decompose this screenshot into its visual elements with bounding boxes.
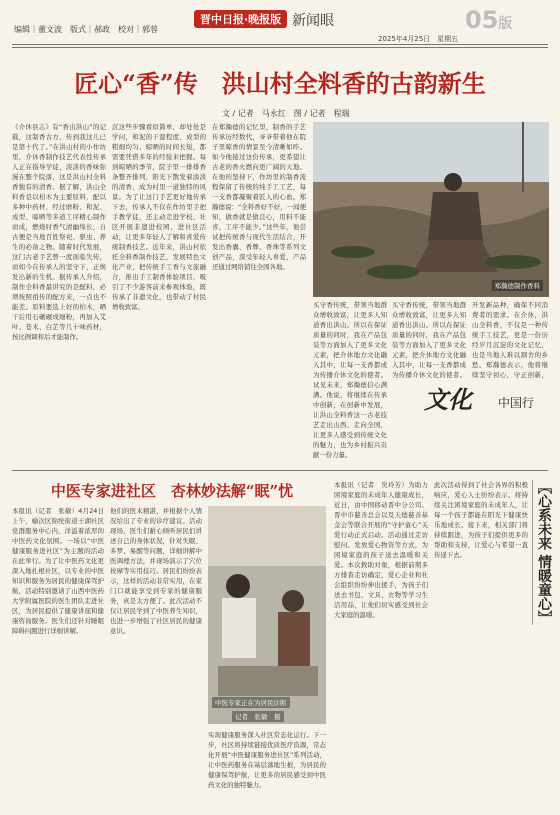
article1-photo-caption: 郑瀚德制作香料 (492, 280, 544, 291)
article1-col3: 在郑瀚德的记忆里，制香的手艺传承历经数代，爷爷带着他在院子里晾香的情景至今清晰如昨。如今他接过这份传承，更希望让古老的香火燃向更广阔的天地。在他的坚持下，作坊里的制香流程保留了传统的纯手工工艺，每一支香都凝聚着匠人的心血。郑瀚德说：“全料香好不好，一闻便知，做香就是做良心，用料不能省，工序不能少。”这些年，他尝试把传统香与现代生活结合，开发出香囊、香牌、香珠等系列文创产品，深受年轻人喜爱，产品还通过网络销往全国各地。 (212, 123, 306, 271)
article1-title: 匠心“香”传 洪山村全料香的古韵新生 (74, 69, 486, 98)
article2-photo-credit: 记者 张敏 摄 (232, 711, 284, 722)
culture-column-logo: 文化 中国行 (424, 385, 535, 414)
article1-photo (313, 122, 549, 297)
article1-col2: 沉这些步骤看似简单，却处处是学问，和泥的干湿程度、成型的粗细均匀、晾晒的时间长短，都需要凭借多年的经验来把握。每到晾晒的季节，院子里一排排香条整齐排列，阳光下散发着淡淡的清香，成为村里一道独特的风景。为了让这门手艺更好地传承下去，传承人不仅在作坊里手把手教学徒，还主动走进学校、社区开展非遗进校园、进社区活动，让更多年轻人了解和喜爱传统制香技艺。近年来，洪山村依托全料香制作技艺，发展特色文化产业，把传统手工香与文旅融合，推出手工制香体验项目，吸引了不少游客前来参观体验，既传承了非遗文化，也带动了村民增收致富。 (112, 123, 206, 311)
header-rule-2 (12, 47, 548, 48)
editor-credits: 编辑｜董文波 版式｜郝政 校对｜郭蓉 (14, 25, 158, 34)
article2-title: 中医专家进社区 杏林妙法解“眠”忧 (50, 482, 294, 500)
section-divider (12, 470, 548, 471)
field-scene-illustration (313, 122, 549, 297)
article1-col1: 《介休县志》有“香出洪山”的记载，这制香古方，传到我这儿已是第十代了。”在洪山村的小作坊里，介休香制作技艺代表性传承人正在指导学徒，淡淡的香味弥漫在整个院落，这是洪山村全料香独有的清香。据了解，洪山全料香是以柏木为主要原料，配以多种中药材，经过磨粉、和泥、成型、晾晒等多道工序精心制作而成，燃烧时香气清幽绵长，自古便是当地百姓祭祀、驱虫、养生的必备之物。随着时代发展，这门古老手艺曾一度面临失传，而如今在传承人的坚守下，正焕发出新的生机。据传承人介绍，制作全料香最讲究的是配料，必须按照祖传的配方来，一点也不能差。原料要选上好的柏木，晒干后用石碾碾成细粉，再加入艾叶、苍术、白芷等几十味药材，按比例调和后才能制作。 (12, 123, 106, 341)
article2-photo-caption: 中医专家正在为居民诊断 (212, 697, 290, 708)
clinic-scene-illustration (208, 506, 326, 724)
header-rule (12, 44, 548, 45)
article2-col2: 他们的医术精湛，并根据个人情况给出了专业的诊疗建议。活动现场，医生们耐心倾听居民们讲述自己的身体状况，针对失眠、多梦、易醒等问题，详细讲解中医调理方法，并现场演示了穴位按摩等实用技巧。居民们纷纷表示，这样的活动非常实用，在家门口就能享受到专家的健康服务，真是太方便了。此次活动不仅让居民学到了中医养生知识，也进一步增强了社区居民的健康意识。 (110, 507, 202, 635)
article3-col1: 本报讯（记者 吴玲芳）为助力困境家庭的未成年人健康成长，近日，由中国移动晋中分公司、晋中市慈善总会以及天德慈善基金会等联合开展的“守护童心”关爱行动正式启动。活动通过走访慰问、发放爱心物资等方式，为困境家庭的孩子送去温暖和关爱。本次救助对象，根据前期多方排查走访确定，爱心企业和社会组织纷纷伸出援手，为孩子们送去书包、文具、衣物等学习生活用品，让他们切实感受到社会大家庭的温暖。 (334, 481, 428, 619)
section-name: 新闻眼 (292, 13, 334, 29)
article3-col2: 此次活动得到了社会各界的积极响应，爱心人士纷纷表示，将持续关注困境家庭的未成年人，让每一个孩子都能在阳光下健康快乐地成长。接下来，相关部门将持续跟进，为孩子们提供更多的帮助和支持，让爱心与希望一直传递下去。 (434, 481, 528, 559)
article1-col4: 买守香传统，带领当地群众增收致富，让更多人知道香出洪山。所以在保证质量的同时，我在产品包装等方面加入了更多文化元素，把介休地方文化融入其中，让每一支香都成为传播介休文化的使者。试见未来，郑瀚德信心满满。他说，将继续在传承中创新，在创新中发展，让洪山全料香这一古老技艺走出山西、走向全国，让更多人感受到传统文化的魅力，也为乡村振兴贡献一份力量。 (313, 301, 387, 459)
article1-byline: 文 / 记者 马永红 图 / 记者 程瑞 (222, 109, 350, 118)
article2-col3: 实现健康服务深入社区常态化运行。下一步，社区将持续链接优质医疗资源，常态化开展“中医健康服务进社区”系列活动，让中医药服务在基层落地生根，为居民的健康保驾护航，让更多的居民感受到中医药文化的独特魅力。 (208, 731, 326, 789)
newspaper-logo: 晋中日报·晚报版 (194, 10, 287, 28)
edition-number: 05版 (465, 6, 513, 34)
article2-col1: 本报讯（记者 张敏）4月24日上午，榆次区锦纶街道王湖社区党群服务中心内，洋溢着浓厚的中医药文化氛围。一场以“中医健康服务进社区”为主题的活动在此举行。为了让中医药文化更深入地扎根社区，以专业的中医知识和服务为居民的健康保驾护航，活动特别邀请了山西中医药大学附属医院的医生团队走进社区，为居民提供了健康讲座和健康咨询服务。医生们还针对睡眠障碍问题进行详细讲解。 (12, 507, 104, 635)
issue-date: 2025年4月25日 星期五 (378, 35, 459, 43)
masthead (0, 0, 560, 44)
article1-col4b: 买守香传统，带领当地群众增收致富，让更多人知道香出洪山。所以在保证质量的同时，我在产品包装等方面加入了更多文化元素，把介休地方文化融入其中，让每一支香都成为传播介休文化的使者。 (392, 301, 466, 379)
article1-col5: 开发新品种，确保不同消费者的需求。在介休，洪山全料香，不仅是一种传统手工技艺，更是一份历经岁月沉淀的文化记忆，也是当地人难以割舍的乡愁。郑瀚德表示，他将继续坚守初心，守正创新， (472, 301, 548, 379)
article2-photo (208, 506, 326, 724)
side-column-vertical-title: 〖心系未来 情暖童心〗 (532, 480, 556, 625)
